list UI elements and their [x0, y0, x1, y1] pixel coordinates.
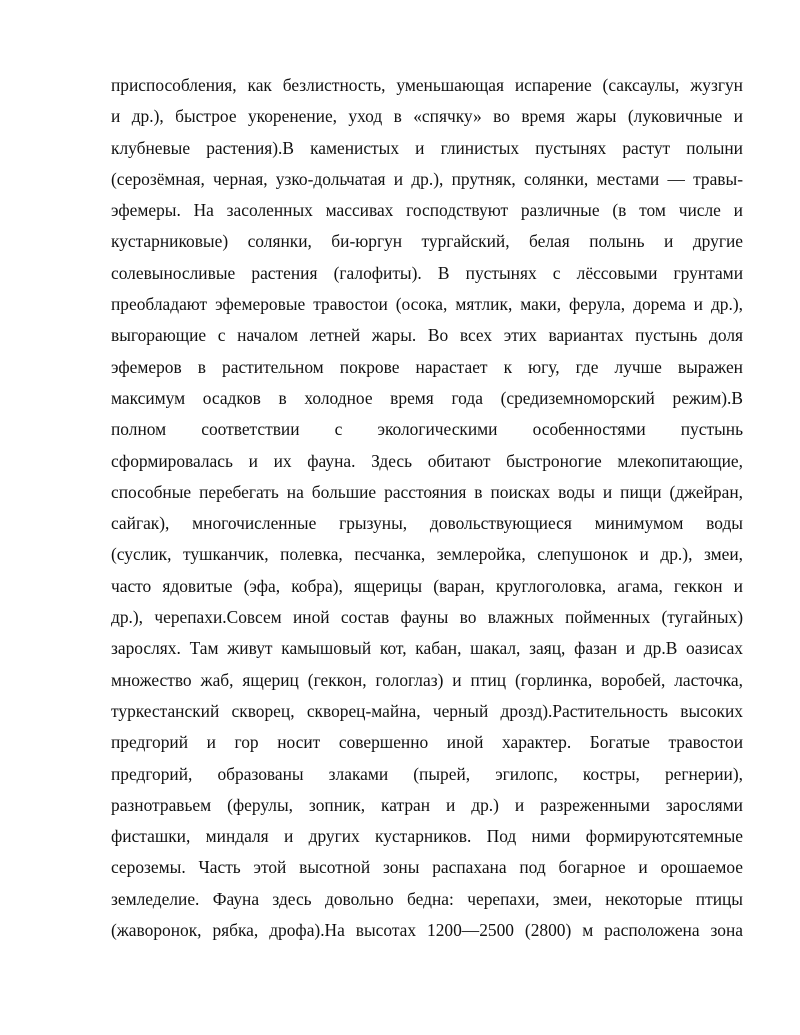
body-text: [111, 70, 743, 946]
text-line: преобладают эфемеровые травостои (осока, мятлик, маки, ферула, дорема и др.),: [111, 294, 743, 315]
text-line: эфемеров в растительном покрове нарастает к югу, где лучше выражен: [111, 356, 743, 377]
text-line: сформировалась и их фауна. Здесь обитают быстроногие млекопитающие,: [111, 450, 743, 471]
text-line: фисташки, миндаля и других кустарников. Под ними формируютсятемные: [111, 826, 743, 847]
text-line: зарослях. Там живут камышовый кот, кабан, шакал, заяц, фазан и др.В оазисах: [111, 638, 743, 659]
text-line: солевыносливые растения (галофиты). В пустынях с лёссовыми грунтами: [111, 262, 743, 283]
text-line: (жаворонок, рябка, дрофа).На высотах 1200—2500 (2800) м расположена зона: [111, 920, 743, 941]
text-line: предгорий, образованы злаками (пырей, эгилопс, костры, регнерии),: [111, 763, 743, 784]
text-line: туркестанский скворец, скворец-майна, черный дрозд).Растительность высоких: [111, 700, 743, 721]
text-line: эфемеры. На засоленных массивах господствуют различные (в том числе и: [111, 200, 743, 221]
text-line: клубневые растения).В каменистых и глинистых пустынях растут полыни: [111, 137, 743, 158]
text-line: (серозёмная, черная, узко-дольчатая и др.), прутняк, солянки, местами — травы-: [111, 168, 743, 189]
text-line: часто ядовитые (эфа, кобра), ящерицы (варан, круглоголовка, агама, геккон и: [111, 575, 743, 596]
text-line: кустарниковые) солянки, би-юргун тургайский, белая полынь и другие: [111, 231, 743, 252]
text-line: приспособления, как безлистность, уменьшающая испарение (саксаулы, жузгун: [111, 75, 743, 95]
text-line: выгорающие с началом летней жары. Во всех этих вариантах пустынь доля: [111, 325, 743, 346]
text-line: и др.), быстрое укоренение, уход в «спячку» во время жары (луковичные и: [111, 106, 743, 127]
text-line: др.), черепахи.Совсем иной состав фауны во влажных пойменных (тугайных): [111, 607, 743, 628]
text-line: предгорий и гор носит совершенно иной характер. Богатые травостои: [111, 732, 743, 753]
text-line: способные перебегать на большие расстояния в поисках воды и пищи (джейран,: [111, 481, 743, 502]
text-line: сероземы. Часть этой высотной зоны распахана под богарное и орошаемое: [111, 857, 743, 878]
text-line: сайгак), многочисленные грызуны, довольствующиеся минимумом воды: [111, 513, 743, 534]
text-line: (суслик, тушканчик, полевка, песчанка, землеройка, слепушонок и др.), змеи,: [111, 544, 743, 565]
text-line: множество жаб, ящериц (геккон, гологлаз) и птиц (горлинка, воробей, ласточка,: [111, 669, 743, 690]
text-line: разнотравьем (ферулы, зопник, катран и др.) и разреженными зарослями: [111, 794, 743, 815]
text-line: земледелие. Фауна здесь довольно бедна: черепахи, змеи, некоторые птицы: [111, 888, 743, 909]
text-line: полном соответствии с экологическими особенностями пустынь: [111, 419, 743, 440]
text-line: максимум осадков в холодное время года (средиземноморский режим).В: [111, 387, 743, 408]
